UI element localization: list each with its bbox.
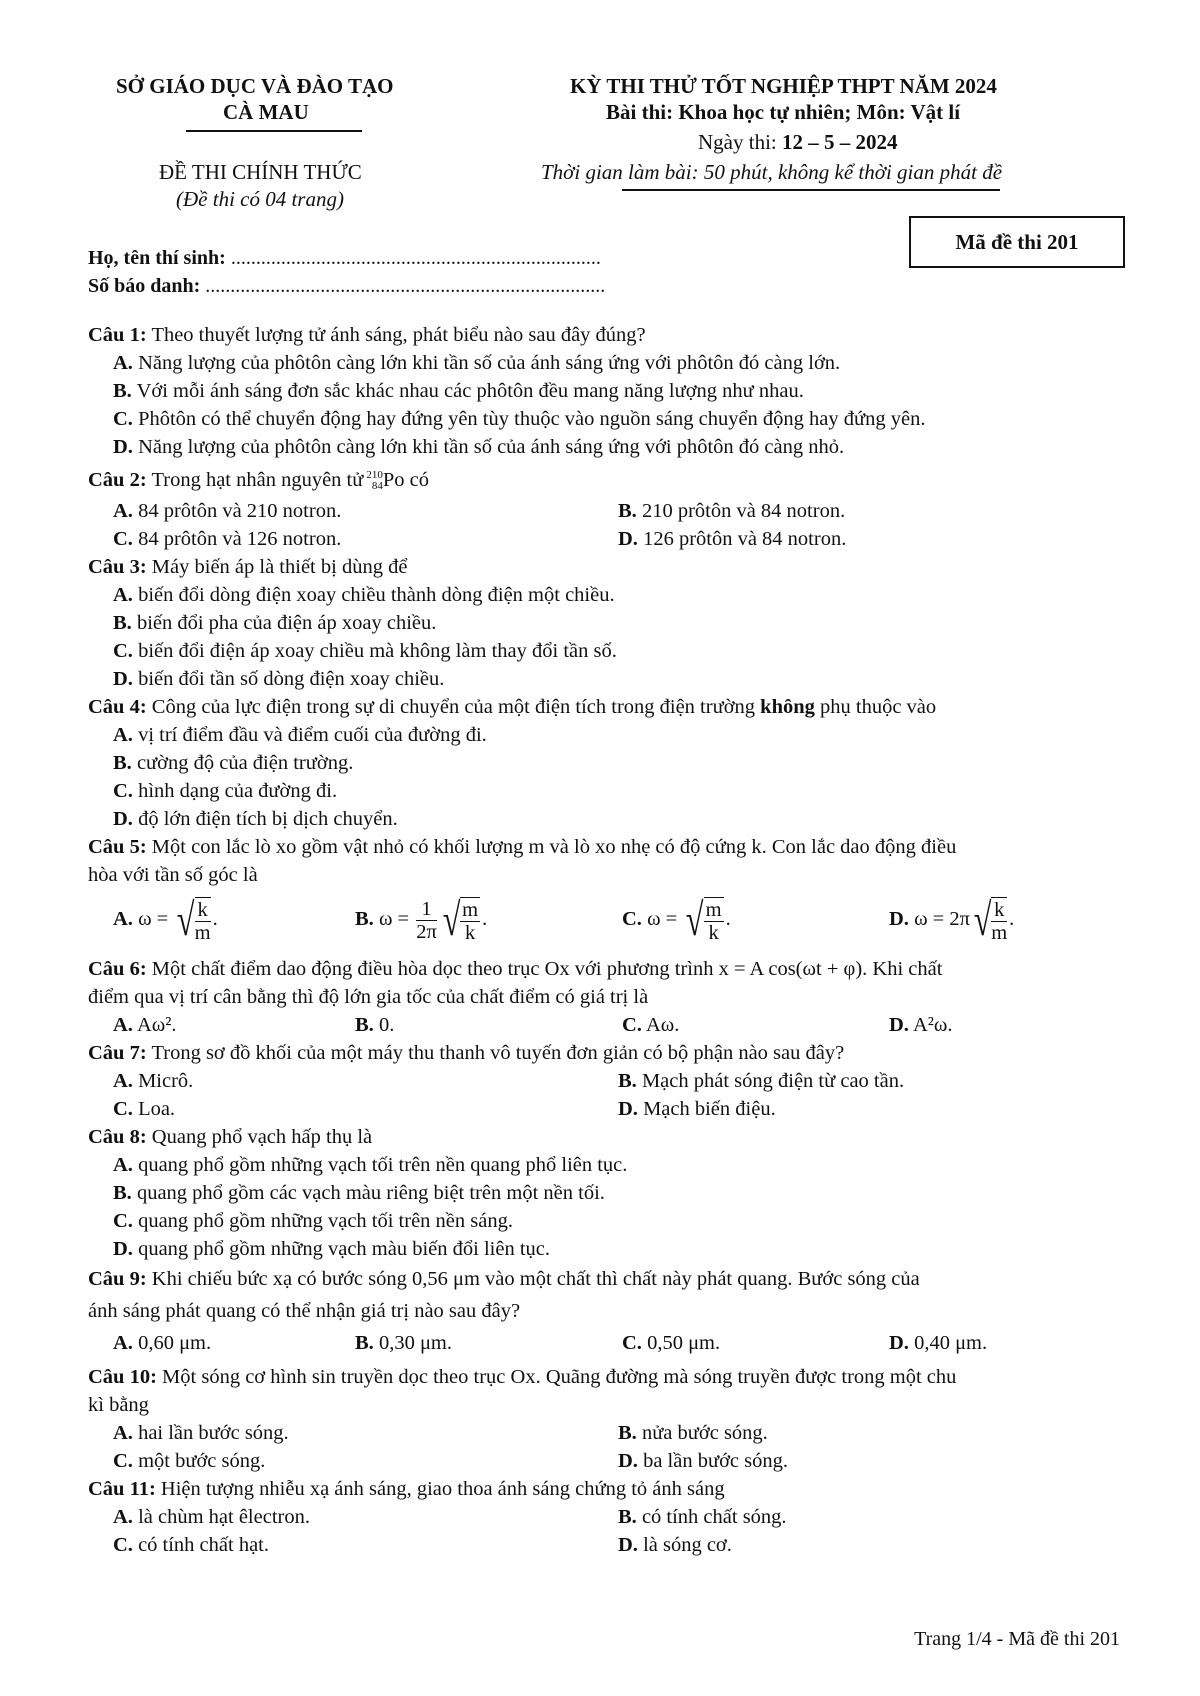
option-b bbox=[355, 1327, 622, 1359]
isotope-symbol: Po bbox=[382, 469, 405, 491]
question-stem bbox=[88, 463, 1123, 497]
question-emphasis: không bbox=[760, 696, 815, 718]
option-label: D. bbox=[618, 1450, 638, 1472]
radical-sign: √ bbox=[973, 894, 992, 945]
option-label: A. bbox=[113, 1422, 133, 1444]
question-formula: x = A cos(ωt + φ) bbox=[718, 958, 863, 980]
formula-lhs: ω = bbox=[138, 907, 169, 930]
sqrt-expression bbox=[970, 894, 1009, 945]
question-10 bbox=[88, 1363, 1123, 1475]
option-label: C. bbox=[113, 1210, 133, 1232]
option-label: D. bbox=[889, 1332, 909, 1354]
option-text: 84 prôtôn và 210 notron. bbox=[138, 500, 342, 522]
question-number: Câu 8: bbox=[88, 1126, 147, 1148]
option-d bbox=[618, 1531, 1123, 1559]
option-a bbox=[113, 1327, 355, 1359]
question-number: Câu 3: bbox=[88, 556, 147, 578]
question-stem-cont: kì bằng bbox=[88, 1394, 149, 1416]
option-label: D. bbox=[113, 808, 133, 830]
option-label: C. bbox=[622, 907, 642, 930]
option-b bbox=[618, 497, 1123, 525]
question-text: Công của lực điện trong sự di chuyển của một điện tích trong điện trường bbox=[151, 696, 761, 718]
candidate-id-field: ................................................................................ bbox=[205, 275, 606, 297]
option-text: hình dạng của đường đi. bbox=[138, 780, 338, 802]
option-c bbox=[88, 637, 1123, 665]
exam-duration: Thời gian làm bài: 50 phút, không kể thời gian phát đề bbox=[541, 160, 1003, 184]
option-b bbox=[88, 1179, 1123, 1207]
option-b bbox=[88, 377, 1123, 405]
option-label: C. bbox=[113, 528, 133, 550]
option-label: C. bbox=[622, 1014, 642, 1036]
option-d bbox=[88, 433, 1123, 461]
option-label: B. bbox=[113, 380, 132, 402]
question-stem bbox=[88, 1123, 1123, 1151]
option-grid bbox=[88, 1419, 1123, 1475]
option-text: biến đổi điện áp xoay chiều mà không làm thay đổi tần số. bbox=[138, 640, 617, 662]
option-grid bbox=[88, 1067, 1123, 1123]
option-text: là chùm hạt êlectron. bbox=[138, 1506, 310, 1528]
option-c: C. ω = √ $\frac{m}{k}$ . bbox=[622, 894, 731, 945]
option-grid bbox=[88, 1503, 1123, 1559]
option-label: B. bbox=[355, 907, 374, 930]
question-9 bbox=[88, 1263, 1123, 1359]
option-label: A. bbox=[113, 500, 133, 522]
option-text: quang phổ gồm các vạch màu riêng biệt trên một nền tối. bbox=[136, 1182, 605, 1204]
question-stem-cont: hòa với tần số góc là bbox=[88, 864, 258, 886]
question-text: Khi chiếu bức xạ có bước sóng 0,56 μm vào một chất thì chất này phát quang. Bước sóng của bbox=[151, 1268, 920, 1290]
isotope-z: 84 bbox=[371, 480, 383, 493]
option-grid bbox=[88, 1327, 1123, 1359]
option-text: 84 prôtôn và 126 notron. bbox=[138, 528, 342, 550]
option-text: Micrô. bbox=[138, 1070, 194, 1092]
province-name: CÀ MAU bbox=[223, 100, 309, 124]
exam-date bbox=[698, 130, 898, 155]
option-text: có tính chất sóng. bbox=[641, 1506, 787, 1528]
candidate-name-field: .......................................................................... bbox=[230, 247, 601, 269]
question-number: Câu 1: bbox=[88, 324, 147, 346]
option-text: Aω. bbox=[645, 1014, 680, 1036]
option-b: B. ω = $\frac{1}{2\pi}$ √ $\frac{m}{k}$ . bbox=[355, 894, 488, 945]
option-label: C. bbox=[113, 780, 133, 802]
question-number: Câu 4: bbox=[88, 696, 147, 718]
question-2 bbox=[88, 463, 1123, 553]
option-c bbox=[622, 1011, 889, 1039]
option-b bbox=[618, 1503, 1123, 1531]
pages-note: (Đề thi có 04 trang) bbox=[176, 187, 344, 211]
option-text: quang phổ gồm những vạch tối trên nền sáng. bbox=[138, 1210, 513, 1232]
question-3 bbox=[88, 553, 1123, 693]
option-label: D. bbox=[618, 1098, 638, 1120]
option-grid bbox=[88, 1011, 1123, 1039]
option-d bbox=[889, 1011, 1131, 1039]
option-text: biến đổi dòng điện xoay chiều thành dòng điện một chiều. bbox=[138, 584, 615, 606]
radical-sign: √ bbox=[177, 894, 195, 945]
option-text: hai lần bước sóng. bbox=[138, 1422, 289, 1444]
option-text: Mạch biến điệu. bbox=[643, 1098, 776, 1120]
question-stem bbox=[88, 833, 1123, 861]
option-text: Mạch phát sóng điện từ cao tần. bbox=[641, 1070, 905, 1092]
question-stem bbox=[88, 1475, 1123, 1503]
option-d bbox=[88, 1235, 1123, 1263]
option-label: A. bbox=[113, 1070, 133, 1092]
denominator: m bbox=[991, 921, 1008, 944]
option-label: B. bbox=[618, 1506, 637, 1528]
option-a bbox=[88, 349, 1123, 377]
option-text: 0. bbox=[378, 1014, 395, 1036]
subject-line: Bài thi: Khoa học tự nhiên; Môn: Vật lí bbox=[606, 100, 961, 124]
option-label: D. bbox=[113, 1238, 133, 1260]
option-label: B. bbox=[113, 1182, 132, 1204]
exam-date-value: 12 – 5 – 2024 bbox=[782, 130, 898, 154]
numerator: m bbox=[705, 898, 722, 921]
option-d bbox=[618, 1447, 1123, 1475]
formula-lhs: ω = bbox=[378, 907, 410, 930]
option-label: B. bbox=[113, 612, 132, 634]
option-b bbox=[88, 749, 1123, 777]
option-d bbox=[889, 1327, 1131, 1359]
page-footer: Trang 1/4 - Mã đề thi 201 bbox=[914, 1628, 1120, 1650]
question-number: Câu 10: bbox=[88, 1366, 157, 1388]
question-stem bbox=[88, 1363, 1123, 1391]
option-text: Aω². bbox=[136, 1014, 177, 1036]
sqrt-expression bbox=[682, 894, 725, 945]
question-list bbox=[88, 321, 1123, 1559]
question-text: Quang phổ vạch hấp thụ là bbox=[151, 1126, 373, 1148]
fraction bbox=[195, 897, 211, 944]
option-text: 210 prôtôn và 84 notron. bbox=[641, 500, 846, 522]
question-7 bbox=[88, 1039, 1123, 1123]
option-label: C. bbox=[622, 1332, 642, 1354]
option-a: A. ω = √ $\frac{k}{m}$ . bbox=[113, 894, 218, 945]
option-text: 0,50 μm. bbox=[641, 1332, 721, 1354]
coefficient-fraction bbox=[416, 898, 437, 943]
question-text-after: có bbox=[404, 469, 430, 491]
option-d bbox=[618, 1095, 1123, 1123]
question-text: Trong hạt nhân nguyên tử bbox=[151, 469, 364, 491]
option-label: C. bbox=[113, 408, 133, 430]
department-name: SỞ GIÁO DỤC VÀ ĐÀO TẠO bbox=[116, 74, 394, 98]
formula-lhs: ω = 2π bbox=[914, 907, 970, 930]
option-text: Loa. bbox=[138, 1098, 176, 1120]
denominator: m bbox=[194, 921, 211, 944]
numerator: m bbox=[462, 898, 479, 921]
radical-sign: √ bbox=[442, 894, 461, 945]
option-c bbox=[622, 1327, 889, 1359]
question-number: Câu 11: bbox=[88, 1478, 156, 1500]
option-text: biến đổi tần số dòng điện xoay chiều. bbox=[138, 668, 445, 690]
question-number: Câu 6: bbox=[88, 958, 147, 980]
isotope-notation bbox=[366, 470, 383, 492]
option-text: Năng lượng của phôtôn càng lớn khi tần số của ánh sáng ứng với phôtôn đó càng nhỏ. bbox=[138, 436, 845, 458]
question-8 bbox=[88, 1123, 1123, 1263]
question-number: Câu 2: bbox=[88, 469, 147, 491]
option-text: nửa bước sóng. bbox=[641, 1422, 768, 1444]
option-a bbox=[88, 1151, 1123, 1179]
option-text: quang phổ gồm những vạch tối trên nền quang phổ liên tục. bbox=[138, 1154, 628, 1176]
option-label: D. bbox=[618, 1534, 638, 1556]
question-text: Một chất điểm dao động điều hòa dọc theo trục Ox với phương trình bbox=[151, 958, 719, 980]
option-label: A. bbox=[113, 1014, 133, 1036]
question-text-after: . Khi chất bbox=[862, 958, 943, 980]
option-label: B. bbox=[113, 752, 132, 774]
option-text: Với mỗi ánh sáng đơn sắc khác nhau các phôtôn đều mang năng lượng như nhau. bbox=[136, 380, 804, 402]
option-label: A. bbox=[113, 724, 133, 746]
option-a bbox=[113, 497, 618, 525]
question-text: Trong sơ đồ khối của một máy thu thanh vô tuyến đơn giản có bộ phận nào sau đây? bbox=[151, 1042, 845, 1064]
exam-date-label: Ngày thi: bbox=[698, 130, 782, 154]
question-11 bbox=[88, 1475, 1123, 1559]
question-number: Câu 7: bbox=[88, 1042, 147, 1064]
option-d bbox=[88, 805, 1123, 833]
option-a bbox=[113, 1419, 618, 1447]
option-label: B. bbox=[355, 1332, 374, 1354]
option-label: C. bbox=[113, 1534, 133, 1556]
option-a bbox=[88, 581, 1123, 609]
option-label: D. bbox=[889, 1014, 909, 1036]
question-stem bbox=[88, 553, 1123, 581]
option-b bbox=[88, 609, 1123, 637]
option-c bbox=[88, 777, 1123, 805]
option-label: B. bbox=[355, 1014, 374, 1036]
question-stem bbox=[88, 1263, 1123, 1295]
option-label: C. bbox=[113, 1098, 133, 1120]
isotope-mass: 210 bbox=[366, 469, 383, 482]
sqrt-expression bbox=[173, 894, 212, 945]
question-stem-cont: ánh sáng phát quang có thể nhận giá trị nào sau đây? bbox=[88, 1300, 521, 1322]
fraction bbox=[991, 897, 1007, 944]
option-c bbox=[113, 1447, 618, 1475]
question-number: Câu 9: bbox=[88, 1268, 147, 1290]
denominator: k bbox=[708, 921, 719, 944]
question-stem bbox=[88, 955, 1123, 983]
question-text: Máy biến áp là thiết bị dùng để bbox=[151, 556, 408, 578]
option-text: là sóng cơ. bbox=[643, 1534, 732, 1556]
question-text: Hiện tượng nhiễu xạ ánh sáng, giao thoa ánh sáng chứng tỏ ánh sáng bbox=[160, 1478, 725, 1500]
denominator: 2π bbox=[416, 920, 437, 943]
question-4 bbox=[88, 693, 1123, 833]
option-c bbox=[113, 1095, 618, 1123]
question-text: Một sóng cơ hình sin truyền dọc theo trục Ox. Quãng đường mà sóng truyền được trong một chu bbox=[162, 1366, 957, 1388]
option-c bbox=[113, 525, 618, 553]
option-label: A. bbox=[113, 1332, 133, 1354]
option-label: D. bbox=[113, 436, 133, 458]
exam-code-box bbox=[909, 216, 1125, 268]
candidate-id-label: Số báo danh: bbox=[88, 275, 206, 297]
option-label: B. bbox=[618, 500, 637, 522]
option-text: quang phổ gồm những vạch màu biến đổi liên tục. bbox=[138, 1238, 550, 1260]
option-label: C. bbox=[113, 1450, 133, 1472]
option-b bbox=[618, 1067, 1123, 1095]
option-text: A²ω. bbox=[912, 1014, 953, 1036]
option-a bbox=[113, 1503, 618, 1531]
option-a bbox=[113, 1067, 618, 1095]
question-text: Một con lắc lò xo gồm vật nhỏ có khối lượng m và lò xo nhẹ có độ cứng k. Con lắc dao động điều bbox=[151, 836, 957, 858]
question-text-after: phụ thuộc vào bbox=[814, 696, 937, 718]
question-stem-cont: điểm qua vị trí cân bằng thì độ lớn gia tốc của chất điểm có giá trị là bbox=[88, 986, 649, 1008]
option-text: một bước sóng. bbox=[138, 1450, 266, 1472]
option-text: 0,60 μm. bbox=[132, 1332, 212, 1354]
numerator: k bbox=[991, 899, 1007, 922]
fraction bbox=[460, 897, 480, 944]
option-label: A. bbox=[113, 584, 133, 606]
header-right-underline bbox=[622, 189, 1000, 191]
option-grid bbox=[88, 497, 1123, 553]
option-text: 0,40 μm. bbox=[908, 1332, 988, 1354]
sqrt-expression bbox=[439, 894, 482, 945]
question-stem bbox=[88, 321, 1123, 349]
candidate-id-row bbox=[88, 275, 605, 298]
question-5 bbox=[88, 833, 1123, 951]
denominator: k bbox=[464, 921, 476, 944]
option-text: độ lớn điện tích bị dịch chuyển. bbox=[138, 808, 398, 830]
question-number: Câu 5: bbox=[88, 836, 147, 858]
option-c bbox=[88, 405, 1123, 433]
option-text: vị trí điểm đầu và điểm cuối của đường đi. bbox=[138, 724, 487, 746]
option-text: có tính chất hạt. bbox=[138, 1534, 269, 1556]
exam-title: KỲ THI THỬ TỐT NGHIỆP THPT NĂM 2024 bbox=[570, 74, 997, 98]
question-1 bbox=[88, 321, 1123, 461]
candidate-name-label: Họ, tên thí sinh: bbox=[88, 247, 231, 269]
option-label: B. bbox=[618, 1422, 637, 1444]
header-left-underline bbox=[186, 130, 362, 132]
option-label: D. bbox=[889, 907, 909, 930]
option-label: D. bbox=[113, 668, 133, 690]
question-6 bbox=[88, 955, 1123, 1039]
option-text: 0,30 μm. bbox=[373, 1332, 452, 1354]
option-label: B. bbox=[618, 1070, 637, 1092]
option-text: 126 prôtôn và 84 notron. bbox=[643, 528, 847, 550]
option-a bbox=[113, 1011, 355, 1039]
option-b bbox=[355, 1011, 622, 1039]
option-grid bbox=[88, 889, 1123, 951]
option-label: A. bbox=[113, 1154, 133, 1176]
exam-code: Mã đề thi 201 bbox=[955, 229, 1079, 254]
option-text: Năng lượng của phôtôn càng lớn khi tần số của ánh sáng ứng với phôtôn đó càng lớn. bbox=[138, 352, 841, 374]
question-stem bbox=[88, 1039, 1123, 1067]
option-label: A. bbox=[113, 907, 133, 930]
option-c bbox=[88, 1207, 1123, 1235]
option-d bbox=[88, 665, 1123, 693]
option-a bbox=[88, 721, 1123, 749]
option-d bbox=[618, 525, 1123, 553]
option-text: cường độ của điện trường. bbox=[136, 752, 354, 774]
question-stem bbox=[88, 693, 1123, 721]
option-c bbox=[113, 1531, 618, 1559]
candidate-name-row bbox=[88, 247, 601, 270]
option-label: D. bbox=[618, 528, 638, 550]
numerator: 1 bbox=[416, 898, 437, 921]
option-label: C. bbox=[113, 640, 133, 662]
radical-sign: √ bbox=[686, 894, 704, 945]
formula-lhs: ω = bbox=[647, 907, 678, 930]
option-d: D. ω = 2π √ $\frac{k}{m}$ . bbox=[889, 894, 1015, 945]
option-text: Phôtôn có thể chuyển động hay đứng yên tùy thuộc vào nguồn sáng chuyển động hay đứng yên. bbox=[138, 408, 926, 430]
option-label: A. bbox=[113, 1506, 133, 1528]
fraction bbox=[704, 897, 724, 944]
option-b bbox=[618, 1419, 1123, 1447]
numerator: k bbox=[195, 899, 211, 922]
option-text: ba lần bước sóng. bbox=[643, 1450, 788, 1472]
question-text: Theo thuyết lượng tử ánh sáng, phát biểu nào sau đây đúng? bbox=[151, 324, 646, 346]
option-label: A. bbox=[113, 352, 133, 374]
official-exam-label: ĐỀ THI CHÍNH THỨC bbox=[159, 160, 362, 184]
option-text: biến đổi pha của điện áp xoay chiều. bbox=[136, 612, 437, 634]
